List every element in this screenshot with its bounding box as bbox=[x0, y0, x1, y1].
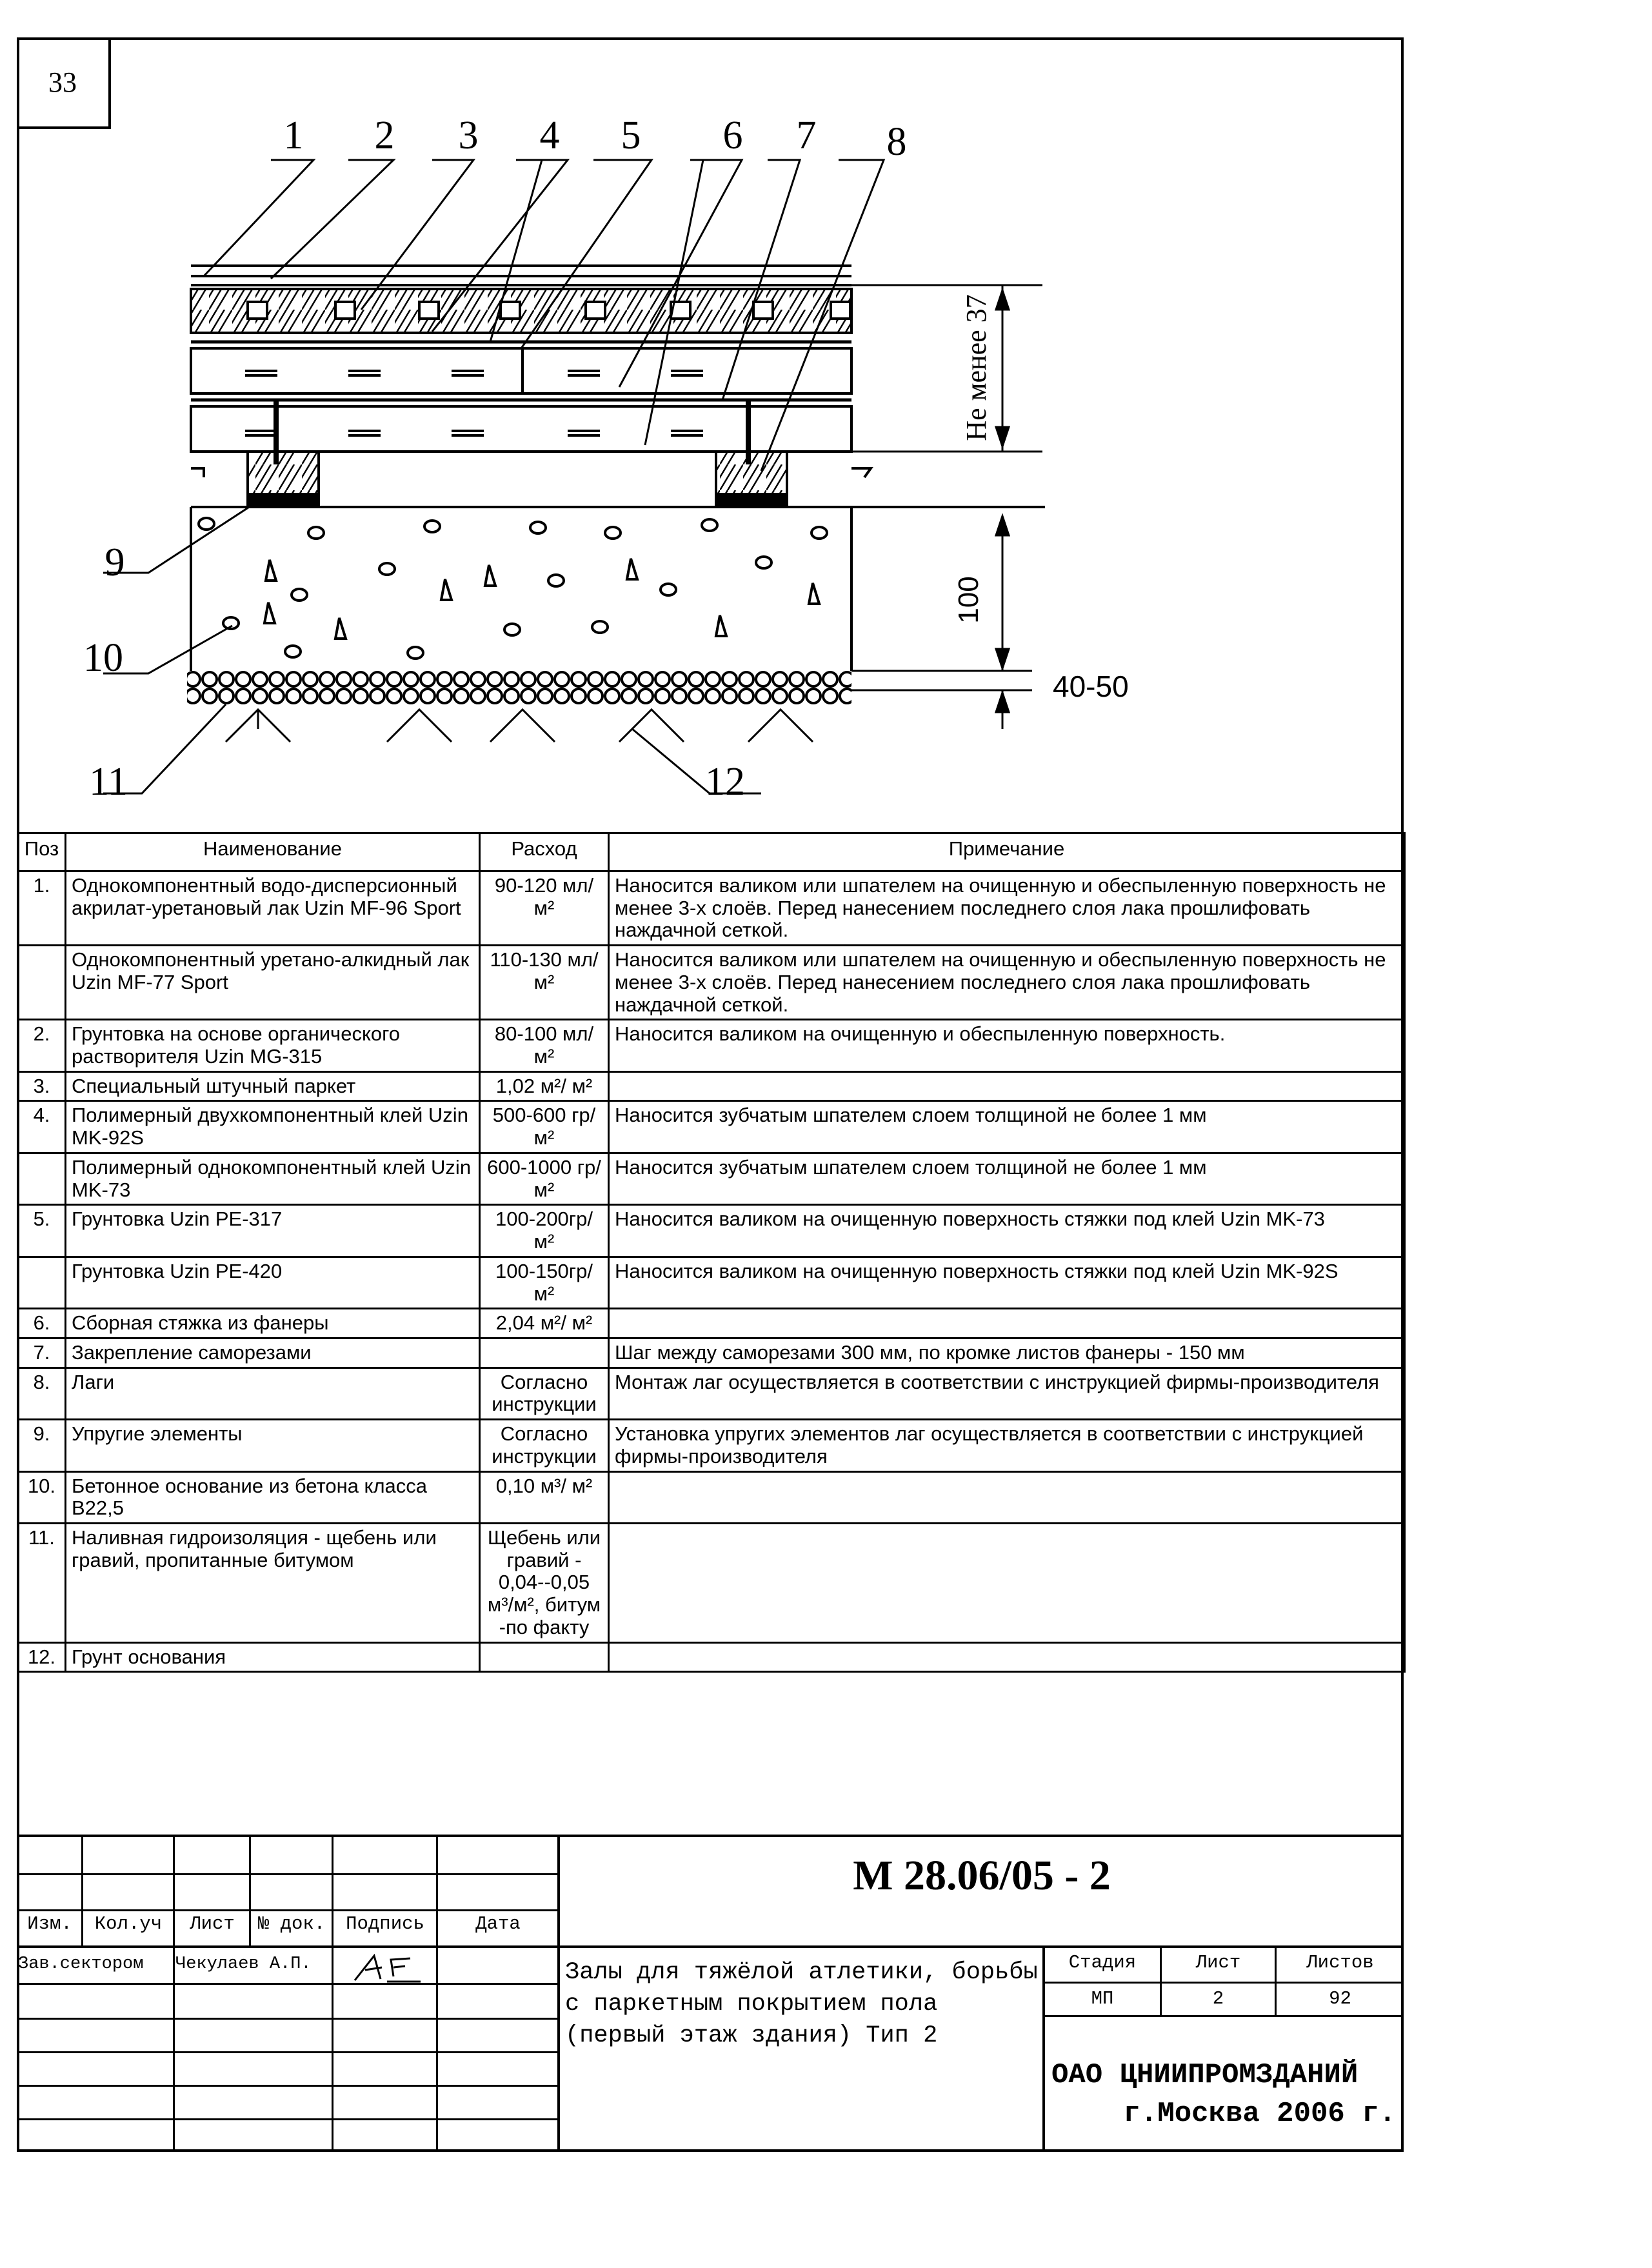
callout-6: 6 bbox=[722, 114, 743, 157]
row-name: Закрепление саморезами bbox=[66, 1338, 480, 1368]
plywood-upper bbox=[191, 348, 851, 393]
row-amount: Щебень или гравий - 0,04--0,05 м³/м², битум -по факту bbox=[480, 1523, 609, 1642]
table-row bbox=[18, 1420, 1405, 1471]
row-name: Однокомпонентный водо-дисперсионный акрилат-уретановый лак Uzin MF-96 Sport bbox=[66, 871, 480, 946]
varnish-layers bbox=[191, 266, 851, 285]
row-note bbox=[609, 1642, 1405, 1672]
col-date: Дата bbox=[475, 1913, 521, 1935]
dim-top: Не менее 37 bbox=[960, 294, 992, 441]
row-note: Наносится валиком или шпателем на очищенную и обеспыленную поверхность не менее 3-х слоёв. Перед нанесением последнего слоя лака прошлифовать наждачной сеткой. bbox=[609, 871, 1405, 946]
row-name: Наливная гидроизоляция - щебень или гравий, пропитанные битумом bbox=[66, 1523, 480, 1642]
row-note: Установка упругих элементов лаг осуществляется в соответствии с инструкцией фирмы-производителя bbox=[609, 1420, 1405, 1471]
table-row bbox=[18, 1101, 1405, 1153]
row-note: Наносится валиком на очищенную и обеспыленную поверхность. bbox=[609, 1020, 1405, 1071]
callout-9: 9 bbox=[104, 541, 125, 584]
row-pos: 9. bbox=[18, 1420, 66, 1471]
callout-1: 1 bbox=[283, 114, 304, 157]
row-pos bbox=[18, 1257, 66, 1308]
row-amount: Согласно инструкции bbox=[480, 1368, 609, 1419]
callout-12: 12 bbox=[705, 760, 745, 804]
row-name: Лаги bbox=[66, 1368, 480, 1419]
row-name: Грунтовка на основе органического растворителя Uzin MG-315 bbox=[66, 1020, 480, 1071]
col-signature: Подпись bbox=[346, 1913, 424, 1935]
person-name: Чекулаев А.П. bbox=[175, 1955, 312, 1974]
document-code: М 28.06/05 - 2 bbox=[853, 1852, 1111, 1899]
row-note bbox=[609, 1309, 1405, 1338]
city-year: г.Москва 2006 г. bbox=[1123, 2098, 1396, 2130]
callout-5: 5 bbox=[621, 114, 641, 157]
col-izm: Изм. bbox=[27, 1913, 72, 1935]
row-amount: 100-150гр/м² bbox=[480, 1257, 609, 1308]
sheet-value: 2 bbox=[1212, 1988, 1224, 2009]
row-name: Бетонное основание из бетона класса B22,5 bbox=[66, 1471, 480, 1523]
signature-mark bbox=[348, 1951, 426, 1985]
table-row bbox=[18, 1257, 1405, 1308]
table-row bbox=[18, 1205, 1405, 1257]
row-pos: 8. bbox=[18, 1368, 66, 1419]
row-pos: 11. bbox=[18, 1523, 66, 1642]
ground-hatch bbox=[226, 710, 813, 742]
row-pos: 10. bbox=[18, 1471, 66, 1523]
row-amount: 500-600 гр/м² bbox=[480, 1101, 609, 1153]
row-note: Наносится зубчатым шпателем слоем толщиной не более 1 мм bbox=[609, 1101, 1405, 1153]
row-amount bbox=[480, 1338, 609, 1368]
row-pos: 12. bbox=[18, 1642, 66, 1672]
callout-11: 11 bbox=[89, 760, 128, 804]
gravel-waterproofing bbox=[187, 671, 851, 704]
callout-4: 4 bbox=[539, 114, 560, 157]
sheet-title: Залы для тяжёлой атлетики, борьбы с паркетным покрытием пола (первый этаж здания) Тип 2 bbox=[565, 1959, 1038, 2050]
stage-value: МП bbox=[1091, 1988, 1114, 2009]
row-name: Специальный штучный паркет bbox=[66, 1071, 480, 1101]
row-name: Грунтовка Uzin PE-317 bbox=[66, 1205, 480, 1257]
row-amount: 80-100 мл/м² bbox=[480, 1020, 609, 1071]
table-header bbox=[18, 833, 1405, 871]
header-amount: Расход bbox=[480, 833, 609, 871]
row-note bbox=[609, 1471, 1405, 1523]
row-note: Монтаж лаг осуществляется в соответствии с инструкцией фирмы-производителя bbox=[609, 1368, 1405, 1419]
plywood-lower bbox=[191, 406, 851, 452]
table-row bbox=[18, 1523, 1405, 1642]
table-row bbox=[18, 1471, 1405, 1523]
row-note: Шаг между саморезами 300 мм, по кромке листов фанеры - 150 мм bbox=[609, 1338, 1405, 1368]
floor-section-drawing bbox=[0, 0, 1652, 832]
table-row bbox=[18, 1642, 1405, 1672]
row-note: Наносится валиком или шпателем на очищенную и обеспыленную поверхность не менее 3-х слоёв. Перед нанесением последнего слоя лака прошлифовать наждачной сеткой. bbox=[609, 946, 1405, 1020]
row-amount: 0,10 м³/ м² bbox=[480, 1471, 609, 1523]
row-name: Однокомпонентный уретано-алкидный лак Uzin MF-77 Sport bbox=[66, 946, 480, 1020]
table-row bbox=[18, 1368, 1405, 1419]
dim-bottom: 40-50 bbox=[1053, 670, 1129, 703]
callout-7: 7 bbox=[796, 114, 817, 157]
callout-3: 3 bbox=[458, 114, 479, 157]
row-name: Упругие элементы bbox=[66, 1420, 480, 1471]
row-amount: 100-200гр/м² bbox=[480, 1205, 609, 1257]
row-pos: 5. bbox=[18, 1205, 66, 1257]
row-note: Наносится валиком на очищенную поверхность стяжки под клей Uzin MK-92S bbox=[609, 1257, 1405, 1308]
row-name: Грунтовка Uzin PE-420 bbox=[66, 1257, 480, 1308]
row-amount: 1,02 м²/ м² bbox=[480, 1071, 609, 1101]
row-pos: 6. bbox=[18, 1309, 66, 1338]
table-row bbox=[18, 1153, 1405, 1204]
callout-2: 2 bbox=[374, 114, 395, 157]
row-pos: 4. bbox=[18, 1101, 66, 1153]
header-name: Наименование bbox=[66, 833, 480, 871]
row-name: Грунт основания bbox=[66, 1642, 480, 1672]
table-row bbox=[18, 946, 1405, 1020]
row-note: Наносится валиком на очищенную поверхность стяжки под клей Uzin MK-73 bbox=[609, 1205, 1405, 1257]
col-kol-uch: Кол.уч bbox=[94, 1913, 163, 1935]
row-pos bbox=[18, 1153, 66, 1204]
row-amount: 110-130 мл/м² bbox=[480, 946, 609, 1020]
dim-middle: 100 bbox=[953, 576, 984, 624]
table-row bbox=[18, 1309, 1405, 1338]
row-name: Полимерный двухкомпонентный клей Uzin MK-92S bbox=[66, 1101, 480, 1153]
row-amount: Согласно инструкции bbox=[480, 1420, 609, 1471]
sheets-label: Листов bbox=[1306, 1952, 1374, 1973]
row-note bbox=[609, 1071, 1405, 1101]
row-note: Наносится зубчатым шпателем слоем толщиной не более 1 мм bbox=[609, 1153, 1405, 1204]
callout-8: 8 bbox=[886, 120, 907, 164]
row-pos: 1. bbox=[18, 871, 66, 946]
table-row bbox=[18, 1071, 1405, 1101]
sheets-value: 92 bbox=[1329, 1988, 1351, 2009]
row-name: Сборная стяжка из фанеры bbox=[66, 1309, 480, 1338]
row-name: Полимерный однокомпонентный клей Uzin MK-73 bbox=[66, 1153, 480, 1204]
concrete-base bbox=[191, 507, 851, 671]
row-amount: 600-1000 гр/м² bbox=[480, 1153, 609, 1204]
col-doc-number: № док. bbox=[257, 1913, 326, 1935]
row-amount: 90-120 мл/м² bbox=[480, 871, 609, 946]
row-pos: 2. bbox=[18, 1020, 66, 1071]
row-amount bbox=[480, 1642, 609, 1672]
header-note: Примечание bbox=[609, 833, 1405, 871]
row-pos: 3. bbox=[18, 1071, 66, 1101]
row-note bbox=[609, 1523, 1405, 1642]
table-row bbox=[18, 871, 1405, 946]
row-pos bbox=[18, 946, 66, 1020]
table-row bbox=[18, 1020, 1405, 1071]
organization: ОАО ЦНИИПРОМЗДАНИЙ bbox=[1051, 2059, 1358, 2091]
joists bbox=[248, 452, 787, 506]
callout-10: 10 bbox=[83, 636, 123, 680]
row-pos: 7. bbox=[18, 1338, 66, 1368]
table-row bbox=[18, 1338, 1405, 1368]
header-pos: Поз bbox=[18, 833, 66, 871]
col-list: Лист bbox=[190, 1913, 235, 1935]
sheet-number: 33 bbox=[17, 37, 111, 129]
sheet-label: Лист bbox=[1195, 1952, 1241, 1973]
specification-table bbox=[17, 832, 1406, 1673]
stage-label: Стадия bbox=[1068, 1952, 1137, 1973]
row-amount: 2,04 м²/ м² bbox=[480, 1309, 609, 1338]
role-label: Зав.сектором bbox=[18, 1955, 144, 1974]
